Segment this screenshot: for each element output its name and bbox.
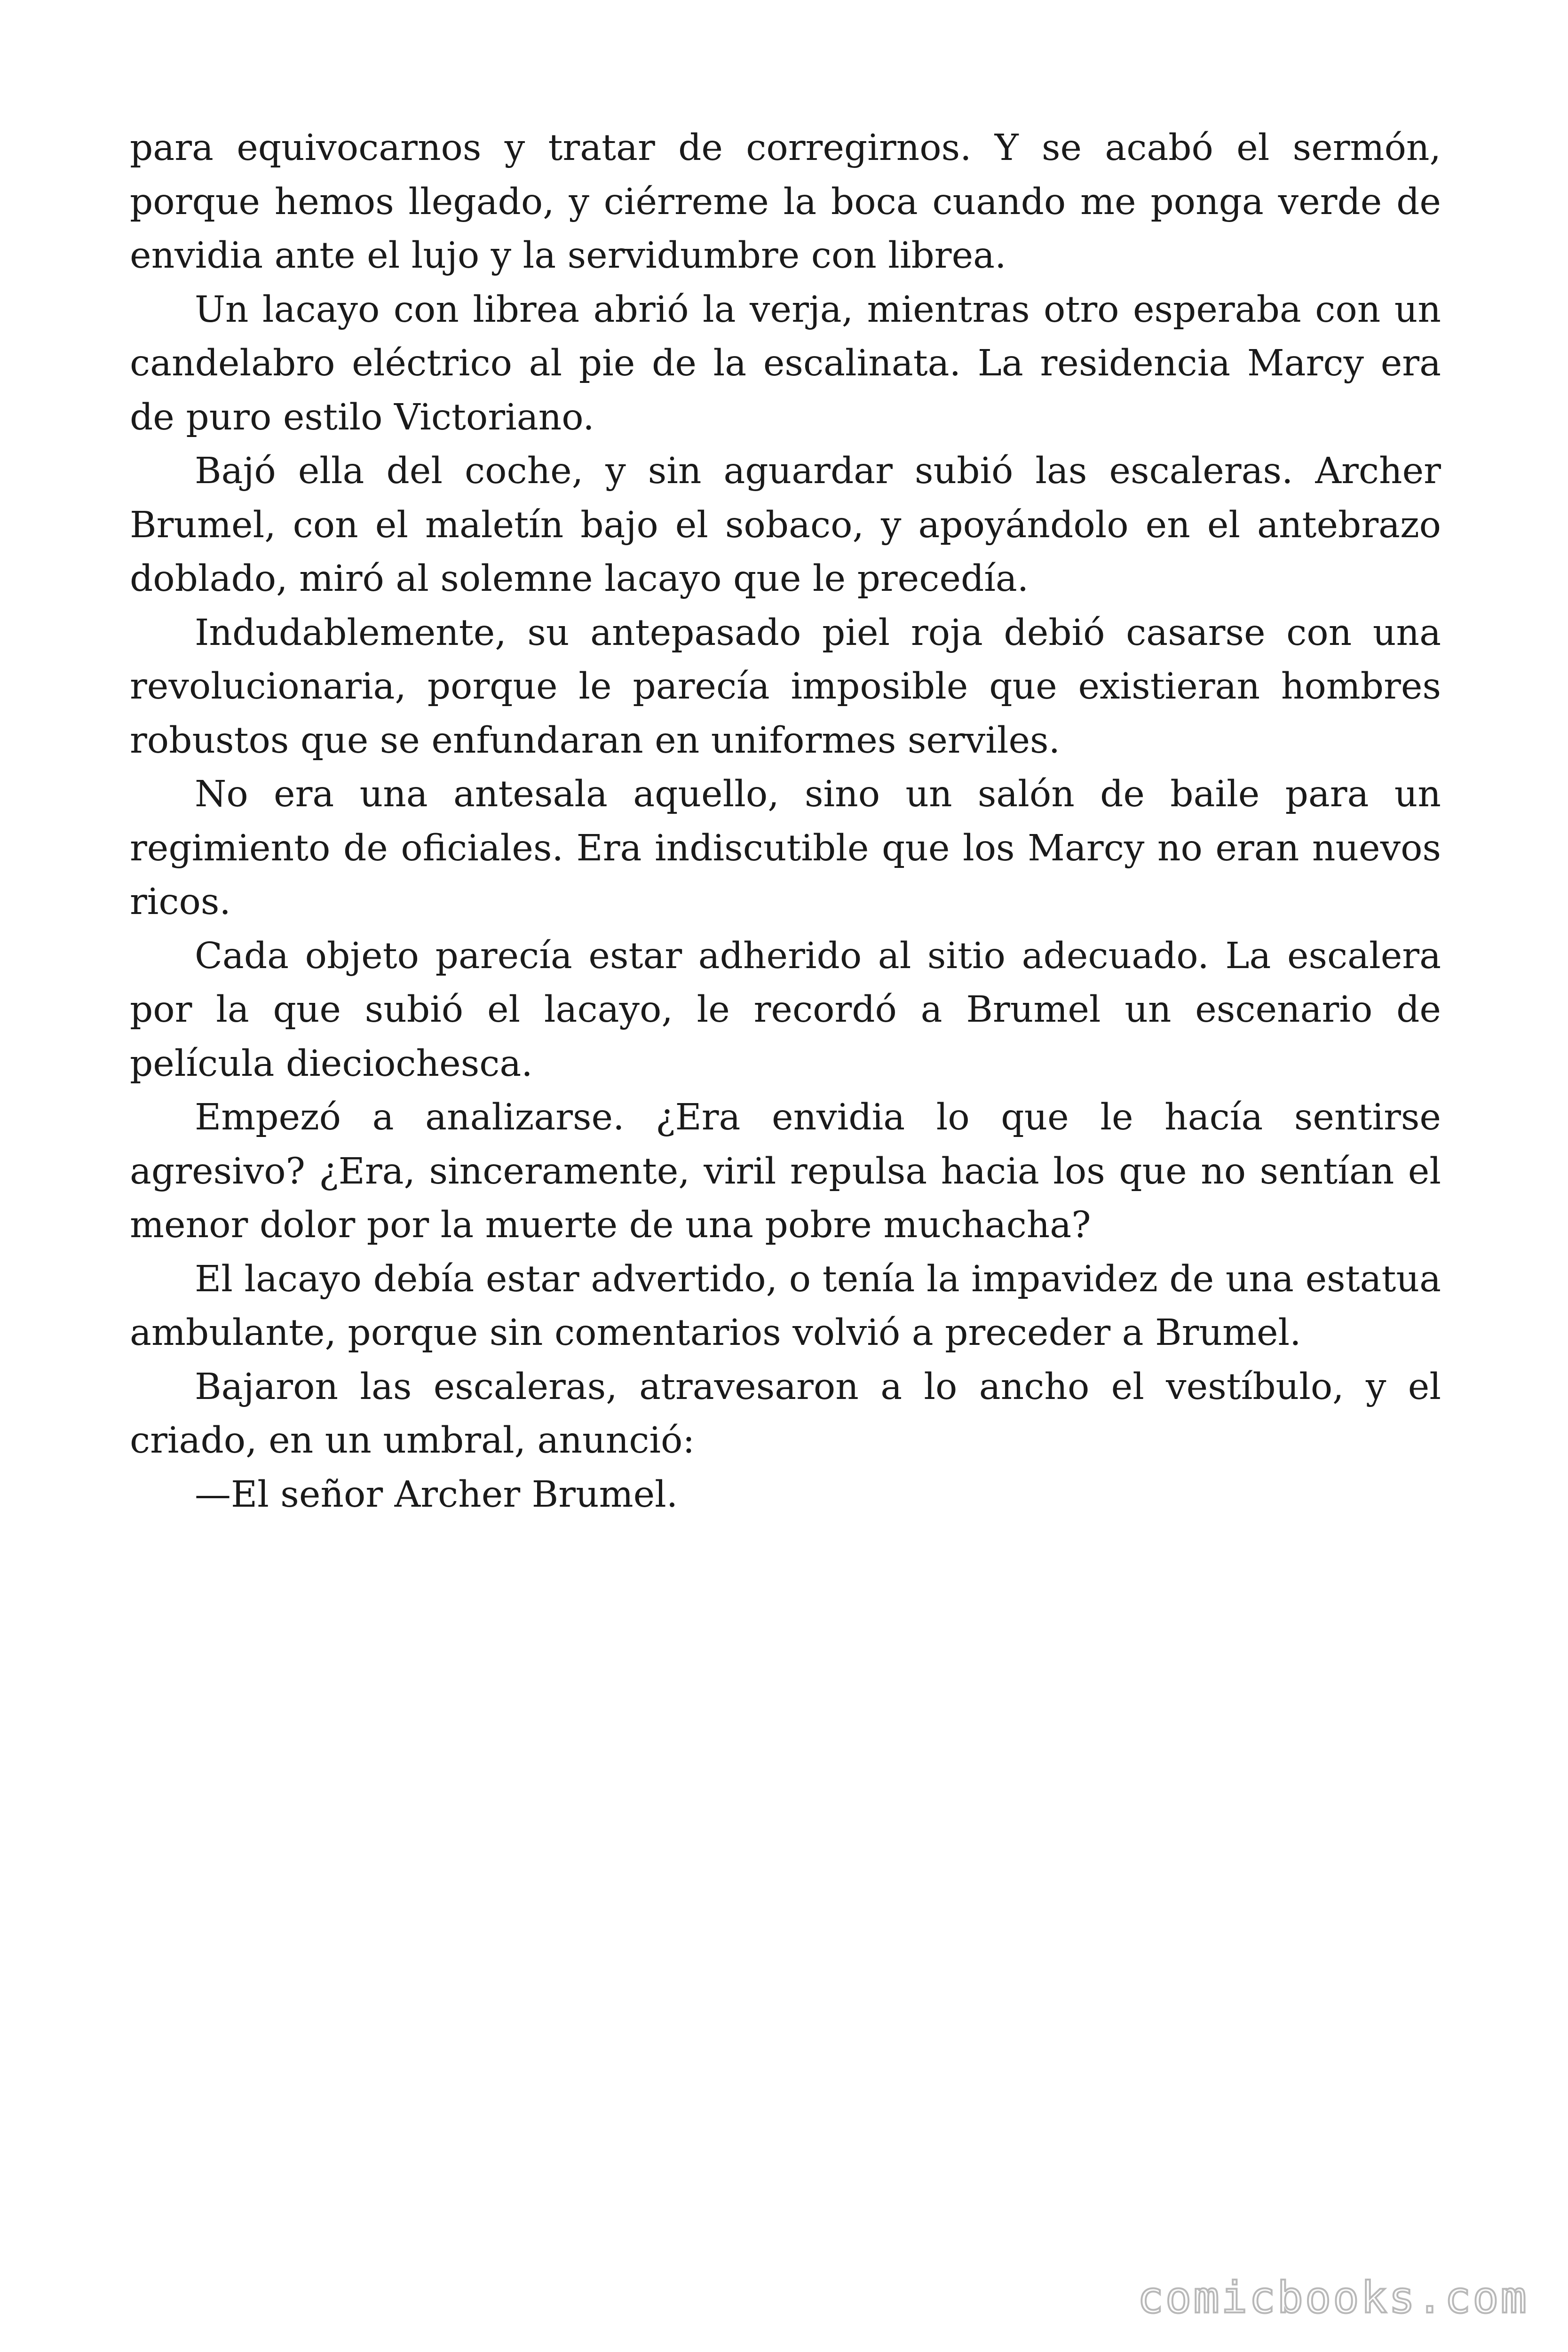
paragraph: No era una antesala aquello, sino un salón de baile para un regimiento de oficiales. Era indiscutible que los Marcy no eran nuevos ricos. bbox=[130, 773, 1441, 923]
paragraph: Cada objeto parecía estar adherido al sitio adecuado. La escalera por la que subió el lacayo, le recordó a Brumel un escenario de película dieciochesca. bbox=[130, 935, 1441, 1085]
paragraph: Indudablemente, su antepasado piel roja debió casarse con una revolucionaria, porque le parecía imposible que existieran hombres robustos que se enfundaran en uniformes serviles. bbox=[130, 612, 1441, 762]
paragraph: —El señor Archer Brumel. bbox=[195, 1473, 678, 1516]
paragraph: Bajaron las escaleras, atravesaron a lo ancho el vestíbulo, y el criado, en un umbral, anunció: bbox=[130, 1366, 1441, 1462]
paragraph: Empezó a analizarse. ¿Era envidia lo que le hacía sentirse agresivo? ¿Era, sinceramente, viril repulsa hacia los que no sentían el menor dolor por la muerte de una pobre muchacha? bbox=[130, 1097, 1441, 1246]
paragraph: Un lacayo con librea abrió la verja, mientras otro esperaba con un candelabro eléctrico al pie de la escalinata. La residencia Marcy era de puro estilo Victoriano. bbox=[130, 288, 1441, 438]
paragraph: Bajó ella del coche, y sin aguardar subió las escaleras. Archer Brumel, con el maletín bajo el sobaco, y apoyándolo en el antebrazo doblado, miró al solemne lacayo que le precedía. bbox=[130, 450, 1441, 600]
body-text bbox=[130, 121, 1441, 1522]
paragraph: El lacayo debía estar advertido, o tenía la impavidez de una estatua ambulante, porque sin comentarios volvió a preceder a Brumel. bbox=[130, 1258, 1441, 1354]
watermark: comicbooks.com bbox=[1137, 2273, 1528, 2323]
paragraph: para equivocarnos y tratar de corregirnos. Y se acabó el sermón, porque hemos llegado, y ciérreme la boca cuando me ponga verde de envidia ante el lujo y la servidumbre con librea. bbox=[130, 127, 1441, 277]
